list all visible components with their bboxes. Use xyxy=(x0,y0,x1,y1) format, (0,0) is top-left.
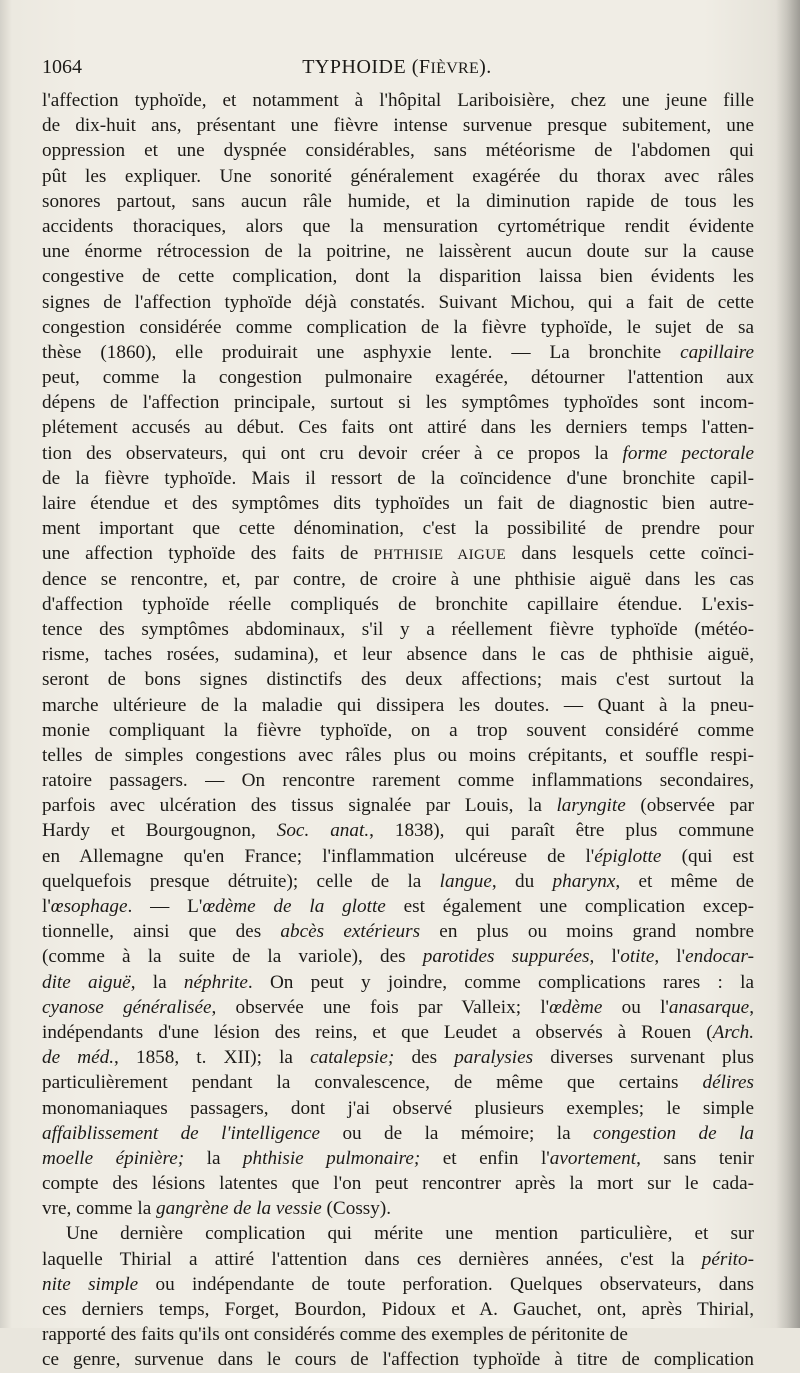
italic-term: cyanose généralisée xyxy=(42,996,212,1018)
text-run: l' xyxy=(42,896,51,917)
italic-term: Soc. anat. xyxy=(276,820,370,842)
running-title-end: ). xyxy=(479,56,492,78)
text-line xyxy=(42,1171,754,1196)
text-line xyxy=(42,1146,754,1171)
text-line xyxy=(42,315,754,340)
page-number: 1064 xyxy=(42,56,82,78)
text-run: ment important que cette dénomination, c'est la possibilité de prendre pour xyxy=(42,518,754,540)
text-run: en plus ou moins grand nombre xyxy=(420,921,754,943)
text-line xyxy=(42,239,754,264)
page-left-shadow xyxy=(0,0,12,1328)
text-run: (comme à la suite de la variole), des xyxy=(42,946,423,968)
text-run: de dix-huit ans, présentant une fièvre intense survenue presque subitement, une xyxy=(42,115,754,137)
text-line xyxy=(42,844,754,869)
text-run: , 1858, t. XII); la xyxy=(114,1047,311,1069)
italic-term: langue xyxy=(439,870,492,892)
text-run: , l' xyxy=(589,946,621,968)
text-line xyxy=(42,1221,754,1246)
text-run: peut, comme la congestion pulmonaire exagérée, détourner l'attention aux xyxy=(42,367,754,389)
text-run: (observée par xyxy=(625,795,755,817)
italic-term: œsophage xyxy=(50,896,128,917)
text-run: oppression et une dyspnée considérables, sans météorisme de l'abdomen qui xyxy=(42,140,754,162)
text-run: , sans tenir xyxy=(636,1147,755,1169)
text-line xyxy=(42,466,754,491)
text-run: compte des lésions latentes que l'on peut rencontrer après la mort sur le cada- xyxy=(42,1173,754,1195)
text-line xyxy=(42,340,754,365)
text-run: une affection typhoïde des faits de xyxy=(42,543,374,565)
text-run: . On peut y joindre, comme complications rares : la xyxy=(247,971,754,993)
text-run: ou indépendante de toute perforation. Quelques observateurs, dans xyxy=(138,1273,754,1295)
text-line xyxy=(42,1347,754,1372)
text-run: laquelle Thirial a attiré l'attention dans ces dernières années, c'est la xyxy=(42,1248,702,1270)
italic-term: épiglotte xyxy=(594,845,662,867)
text-run: risme, taches rosées, sudamina), et leur absence dans le cas de phthisie aiguë, xyxy=(42,644,754,666)
text-line xyxy=(42,1020,754,1045)
text-run: laire étendue et des symptômes dits typhoïdes un fait de diagnostic bien autre- xyxy=(42,493,754,514)
text-run: sonores partout, sans aucun râle humide, et la diminution rapide de tous les xyxy=(42,190,754,212)
text-line xyxy=(42,516,754,541)
text-run: dépens de l'affection principale, surtout si les symptômes typhoïdes sont incom- xyxy=(42,392,754,414)
text-run: de la fièvre typhoïde. Mais il ressort de la coïncidence d'une bronchite capil- xyxy=(42,467,754,489)
italic-term: de méd. xyxy=(42,1047,115,1069)
text-run: une énorme rétrocession de la poitrine, ne laissèrent aucun doute sur la cause xyxy=(42,241,754,263)
text-run: d'affection typhoïde réelle compliqués de bronchite capillaire étendue. L'exis- xyxy=(42,593,754,615)
text-line xyxy=(42,617,754,642)
italic-term: néphrite xyxy=(183,971,248,993)
text-run: ces derniers temps, Forget, Bourdon, Pidoux et A. Gauchet, ont, après Thirial, xyxy=(42,1299,754,1320)
text-run: Hardy et Bourgougnon, xyxy=(42,820,277,842)
italic-term: délires xyxy=(702,1072,754,1094)
italic-term: moelle épinière; xyxy=(42,1147,207,1169)
text-run: , la xyxy=(130,971,184,993)
text-line xyxy=(42,919,754,944)
text-run: , et même de xyxy=(615,870,755,892)
text-line xyxy=(42,667,754,692)
text-run: Une dernière complication qui mérite une mention particulière, et sur xyxy=(66,1223,754,1245)
italic-term: affaiblissement de l'intelligence xyxy=(42,1122,321,1144)
text-run: . — L' xyxy=(127,896,203,917)
running-title-smallcaps: IÈVRE xyxy=(430,60,480,77)
text-line xyxy=(42,592,754,617)
text-line xyxy=(42,869,754,894)
text-run: , l' xyxy=(654,946,686,968)
text-run: monomaniaques passagers, dont j'ai observé plusieurs exemples; le simple xyxy=(42,1097,754,1119)
italic-term: forme pectorale xyxy=(622,442,754,464)
text-line xyxy=(42,1247,754,1272)
text-line xyxy=(42,1045,754,1070)
text-run: pût les expliquer. Une sonorité généralement exagérée du thorax avec râles xyxy=(42,165,754,187)
text-line xyxy=(42,1096,754,1121)
italic-term: pharynx xyxy=(552,870,616,892)
text-line xyxy=(42,894,754,919)
page-header xyxy=(42,56,752,86)
text-line xyxy=(42,164,754,189)
text-line xyxy=(42,768,754,793)
text-line xyxy=(42,1121,754,1146)
text-run: ou l' xyxy=(602,996,669,1018)
text-line xyxy=(42,441,754,466)
text-run: marche ultérieure de la maladie qui dissipera les doutes. — Quant à la pneu- xyxy=(42,694,754,716)
text-run: accidents thoraciques, alors que la mensuration cyrtométrique rendit évidente xyxy=(42,215,754,237)
italic-term: paralysies xyxy=(454,1047,534,1069)
italic-term: congestion de la xyxy=(593,1122,754,1144)
text-line xyxy=(42,1297,754,1322)
text-run: particulièrement pendant la convalescence, de même que certains xyxy=(42,1072,703,1094)
text-run: , du xyxy=(491,870,553,892)
italic-term: avortement xyxy=(549,1147,637,1169)
italic-term: laryngite xyxy=(556,795,626,817)
italic-term: catalepsie; xyxy=(310,1047,412,1069)
text-run: diverses survenant plus xyxy=(533,1047,754,1069)
text-run: quelquefois presque détruite); celle de la xyxy=(42,870,440,892)
text-run: plétement accusés au début. Ces faits ont attiré dans les derniers temps l'atten- xyxy=(42,417,754,439)
text-line xyxy=(42,995,754,1020)
italic-term: parotides suppurées xyxy=(422,946,590,968)
text-line xyxy=(42,214,754,239)
text-line xyxy=(42,693,754,718)
italic-term: abcès extérieurs xyxy=(280,921,421,943)
text-run: tence des symptômes abdominaux, s'il y a réellement fièvre typhoïde (météo- xyxy=(42,618,754,640)
text-line xyxy=(42,365,754,390)
italic-term: périto- xyxy=(701,1248,754,1270)
italic-term: nite simple xyxy=(42,1273,139,1295)
text-run: seront de bons signes distinctifs des deux affections; mais c'est surtout la xyxy=(42,669,754,691)
italic-term: gangrène de la vessie xyxy=(156,1198,322,1220)
text-run: (qui est xyxy=(661,845,754,867)
text-run: telles de simples congestions avec râles plus ou moins crépitants, et souffle respi- xyxy=(42,744,754,766)
body-text xyxy=(42,88,754,1373)
text-run: tionnelle, ainsi que des xyxy=(42,921,281,943)
text-line xyxy=(42,567,754,592)
text-run: , 1838), qui paraît être plus commune xyxy=(369,820,754,842)
italic-term: dite aiguë xyxy=(42,971,131,993)
binding-edge-shadow xyxy=(776,0,800,1328)
text-line xyxy=(42,1196,754,1221)
text-run: ratoire passagers. — On rencontre rarement comme inflammations secondaires, xyxy=(42,770,754,792)
italic-term: otite xyxy=(620,946,655,968)
text-line xyxy=(42,743,754,768)
text-run: (Cossy). xyxy=(321,1198,392,1220)
text-line xyxy=(42,944,754,969)
italic-term: œdème de la glotte xyxy=(202,896,386,917)
text-run: ce genre, survenue dans le cours de l'affection typhoïde à titre de complication xyxy=(42,1349,754,1371)
running-title xyxy=(42,56,752,79)
text-line xyxy=(42,264,754,289)
text-run: congestive de cette complication, dont la disparition laissa bien évidents les xyxy=(42,266,754,288)
text-line xyxy=(42,415,754,440)
text-run: dans lesquels cette coïnci- xyxy=(506,543,754,565)
text-line xyxy=(42,541,754,566)
running-title-main: TYPHOIDE (F xyxy=(302,56,431,78)
text-line xyxy=(42,390,754,415)
text-run: rapporté des faits qu'ils ont considérés comme des exemples de péritonite de xyxy=(42,1324,628,1346)
italic-term: anasarque xyxy=(668,996,750,1018)
text-run: ou de la mémoire; la xyxy=(320,1122,594,1144)
text-run: monie compliquant la fièvre typhoïde, on a trop souvent considéré comme xyxy=(42,719,754,741)
text-run: parfois avec ulcération des tissus signalée par Louis, la xyxy=(42,795,557,817)
italic-term: phthisie pulmonaire; xyxy=(242,1147,421,1169)
text-line xyxy=(42,642,754,667)
italic-term: endocar- xyxy=(685,946,754,968)
text-line xyxy=(42,818,754,843)
text-line xyxy=(42,1272,754,1297)
italic-term: capillaire xyxy=(680,341,754,363)
text-run: congestion considérée comme complication de la fièvre typhoïde, le sujet de sa xyxy=(42,316,754,338)
text-run: thèse (1860), elle produirait une asphyxie lente. — La bronchite xyxy=(42,341,681,363)
text-line xyxy=(42,1070,754,1095)
text-run: , observée une fois par Valleix; l' xyxy=(211,996,550,1018)
text-line xyxy=(42,290,754,315)
text-line xyxy=(42,138,754,163)
text-line xyxy=(42,718,754,743)
text-line xyxy=(42,793,754,818)
smallcaps-term: PHTHISIE AIGUE xyxy=(373,547,507,564)
text-run: des xyxy=(411,1047,455,1069)
italic-term: œdème xyxy=(549,996,603,1018)
text-run: vre, comme la xyxy=(42,1198,157,1220)
italic-term: Arch. xyxy=(712,1021,754,1043)
text-line xyxy=(42,189,754,214)
text-line xyxy=(42,113,754,138)
text-line xyxy=(42,88,754,113)
text-run: en Allemagne qu'en France; l'inflammation ulcéreuse de l' xyxy=(42,845,595,867)
text-run: l'affection typhoïde, et notamment à l'hôpital Lariboisière, chez une jeune fille xyxy=(42,90,754,111)
text-run: est également une complication excep- xyxy=(385,896,755,917)
text-line xyxy=(42,1322,754,1347)
text-run: la xyxy=(206,1147,243,1169)
text-run: dence se rencontre, et, par contre, de croire à une phthisie aiguë dans les cas xyxy=(42,568,754,590)
text-line xyxy=(42,970,754,995)
text-run: indépendants d'une lésion des reins, et que Leudet a observés à Rouen ( xyxy=(42,1021,713,1043)
text-run: tion des observateurs, qui ont cru devoir créer à ce propos la xyxy=(42,442,623,464)
text-line xyxy=(42,491,754,516)
text-run: , xyxy=(749,996,754,1018)
text-run: et enfin l' xyxy=(420,1147,550,1169)
text-run: signes de l'affection typhoïde déjà constatés. Suivant Michou, qui a fait de cette xyxy=(42,291,754,313)
